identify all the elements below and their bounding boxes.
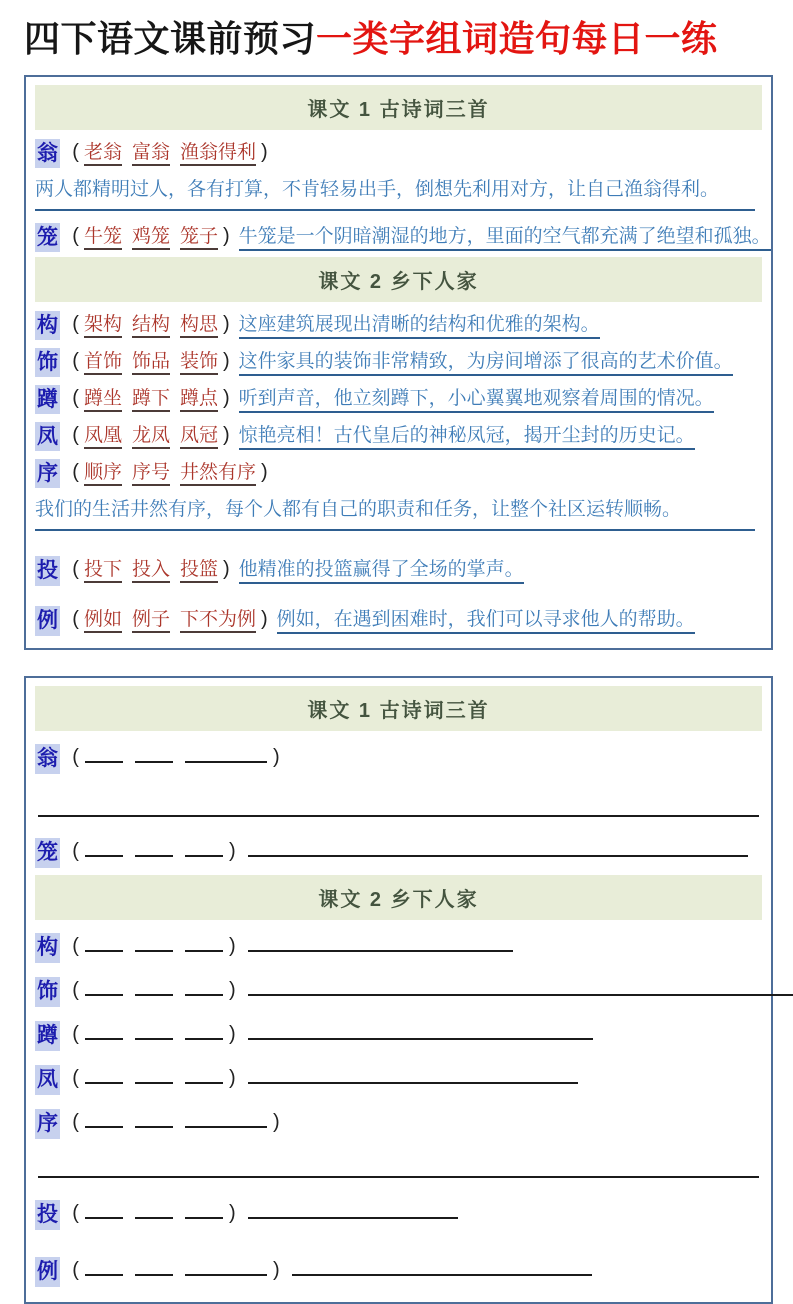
section-header: 课文 2 乡下人家 [35,257,762,302]
target-character: 凤 [35,422,60,451]
word: 序号 [132,462,170,486]
answer-row-feng [35,417,762,454]
paren-close: ) [223,424,230,447]
page-title [24,16,773,62]
practice-row-feng [35,1056,762,1100]
practice-row-dun [35,1012,762,1056]
word: 例子 [132,609,170,633]
paren-close: ) [228,840,236,863]
target-character: 例 [35,606,60,635]
paren-close: ) [228,1067,236,1090]
answer-sentence-row [35,171,762,218]
answer-row-shi [35,343,762,380]
paren-open: ( [72,141,79,163]
word: 构思 [180,314,218,338]
target-character: 序 [35,459,60,488]
word: 蹲点 [180,388,218,412]
section-header: 课文 1 古诗词三首 [35,85,762,130]
word: 牛笼 [84,226,122,250]
target-character: 翁 [35,744,60,773]
paren-open: ( [72,608,79,631]
answer-row-tou [35,551,762,588]
paren-close: ) [272,746,280,769]
word: 蹲下 [132,388,170,412]
paren-open: ( [72,840,79,863]
writing-line [248,855,748,857]
word: 装饰 [180,351,218,375]
blank-line [185,1126,267,1128]
word: 富翁 [132,142,170,166]
paren-close: ) [261,461,268,484]
word: 井然有序 [180,462,256,486]
target-character: 饰 [35,348,60,377]
answer-sentence-row [35,491,762,538]
writing-line [38,815,759,817]
paren-close: ) [261,141,268,163]
target-character: 构 [35,933,60,962]
paren-open: ( [72,935,79,958]
blank-line [85,1274,123,1276]
practice-row-gou [35,924,762,968]
section-header: 课文 1 古诗词三首 [35,686,762,731]
paren-close: ) [228,1023,236,1046]
blank-line [85,761,123,763]
practice-row-long [35,829,762,873]
section-header: 课文 2 乡下人家 [35,875,762,920]
target-character: 翁 [35,139,60,168]
paren-close: ) [228,935,236,958]
answer-row-long [35,218,771,255]
answer-row-gou [35,306,762,343]
writing-line [248,1217,458,1219]
word: 投入 [132,559,170,583]
paren-open: ( [72,313,79,336]
blank-line [135,994,173,996]
paren-open: ( [72,1202,79,1225]
paren-open: ( [72,1111,79,1134]
target-character: 笼 [35,223,60,252]
blank-line [135,1082,173,1084]
word: 蹲坐 [84,388,122,412]
paren-open: ( [72,1023,79,1046]
blank-line [85,1126,123,1128]
writing-line [248,1082,578,1084]
blank-line [85,994,123,996]
paren-open: ( [72,387,79,410]
blank-line [135,1274,173,1276]
paren-open: ( [72,746,79,769]
blank-line [135,855,173,857]
page-title-red: 一类字组词造句每日一练 [316,19,718,59]
word: 投下 [84,559,122,583]
target-character: 序 [35,1109,60,1138]
answer-row-xu [35,454,762,491]
blank-line [185,1217,223,1219]
blank-line [135,1038,173,1040]
paren-open: ( [72,461,79,484]
practice-row-xu [35,1100,762,1144]
paren-close: ) [223,225,230,248]
target-character: 笼 [35,838,60,867]
example-sentence: 例如，在遇到困难时，我们可以寻求他人的帮助。 [277,609,695,634]
word: 笼子 [180,226,218,250]
example-sentence: 这件家具的装饰非常精致，为房间增添了很高的艺术价值。 [239,351,733,376]
word: 下不为例 [180,609,256,633]
blank-line [185,1274,267,1276]
paren-close: ) [223,558,230,581]
paren-open: ( [72,424,79,447]
paren-close: ) [228,979,236,1002]
practice-box [24,676,773,1304]
blank-line [85,1038,123,1040]
example-sentence: 牛笼是一个阴暗潮湿的地方，里面的空气都充满了绝望和孤独。 [239,226,771,251]
blank-line [185,994,223,996]
target-character: 投 [35,1200,60,1229]
paren-open: ( [72,979,79,1002]
paren-close: ) [228,1202,236,1225]
answer-row-weng [35,134,762,171]
word: 凤凰 [84,425,122,449]
blank-line [185,855,223,857]
word: 例如 [84,609,122,633]
practice-row-li [35,1248,762,1292]
example-sentence: 听到声音，他立刻蹲下，小心翼翼地观察着周围的情况。 [239,388,714,413]
paren-close: ) [261,608,268,631]
word: 顺序 [84,462,122,486]
writing-line [248,994,793,996]
example-sentence: 两人都精明过人，各有打算，不肯轻易出手，倒想先利用对方，让自己渔翁得利。 [35,173,755,211]
blank-line [185,761,267,763]
word: 投篮 [180,559,218,583]
blank-line [135,761,173,763]
word: 凤冠 [180,425,218,449]
word: 饰品 [132,351,170,375]
target-character: 蹲 [35,1021,60,1050]
paren-open: ( [72,350,79,373]
answer-box [24,75,773,650]
paren-open: ( [72,558,79,581]
word: 鸡笼 [132,226,170,250]
blank-line [135,950,173,952]
paren-close: ) [223,350,230,373]
practice-row-shi [35,968,762,1012]
blank-line [85,1082,123,1084]
practice-row-weng [35,735,762,779]
word: 架构 [84,314,122,338]
word: 龙凤 [132,425,170,449]
paren-close: ) [223,387,230,410]
target-character: 投 [35,556,60,585]
paren-open: ( [72,1067,79,1090]
word: 首饰 [84,351,122,375]
example-sentence: 我们的生活井然有序，每个人都有自己的职责和任务，让整个社区运转顺畅。 [35,493,755,531]
blank-line [135,1126,173,1128]
writing-line [248,950,513,952]
page-title-black: 四下语文课前预习 [24,18,317,59]
target-character: 例 [35,1257,60,1286]
paren-open: ( [72,225,79,248]
example-sentence: 惊艳亮相！古代皇后的神秘凤冠，揭开尘封的历史记。 [239,425,695,450]
target-character: 构 [35,311,60,340]
practice-row-tou [35,1191,762,1235]
blank-line [85,1217,123,1219]
writing-line [38,1176,759,1178]
writing-line [292,1274,592,1276]
paren-close: ) [223,313,230,336]
blank-line [185,1082,223,1084]
example-sentence: 他精准的投篮赢得了全场的掌声。 [239,559,524,584]
blank-line [85,855,123,857]
paren-close: ) [272,1259,280,1282]
writing-line [248,1038,593,1040]
blank-line [185,1038,223,1040]
paren-close: ) [272,1111,280,1134]
answer-row-dun [35,380,762,417]
word: 渔翁得利 [180,142,256,166]
example-sentence: 这座建筑展现出清晰的结构和优雅的架构。 [239,314,600,339]
blank-line [185,950,223,952]
blank-line [85,950,123,952]
target-character: 凤 [35,1065,60,1094]
target-character: 蹲 [35,385,60,414]
word: 老翁 [84,142,122,166]
word: 结构 [132,314,170,338]
target-character: 饰 [35,977,60,1006]
blank-line [135,1217,173,1219]
paren-open: ( [72,1259,79,1282]
answer-row-li [35,601,762,638]
